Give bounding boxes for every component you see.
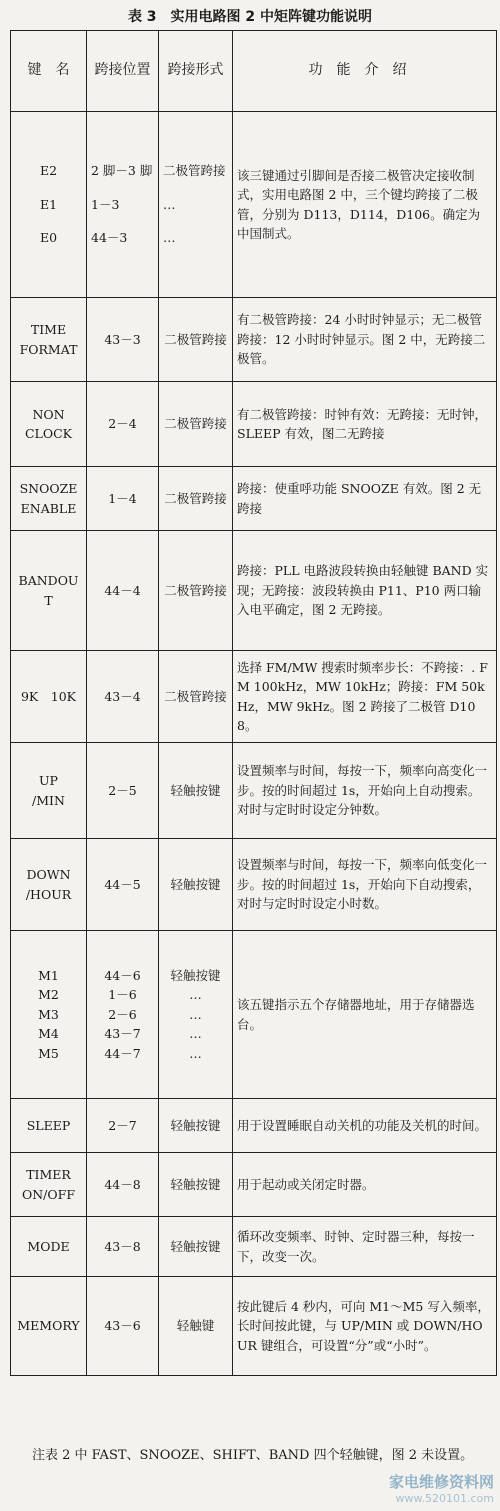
jumper-position-cell [87,1153,159,1217]
jumper-position-cell-line: 1－6 [108,987,137,1003]
jumper-position-cell-line: 44－5 [104,876,141,892]
function-description-cell: 循环改变频率、时钟、定时器三种，每按一下，改变一次。 [233,1217,497,1277]
table-row [11,1277,497,1376]
jumper-position-cell [87,112,159,298]
function-description-cell: 设置频率与时间，每按一下，频率向低变化一步。按的时间超过 1s，开始向下自动搜索，对时与定时时设定小时数。 [233,839,497,931]
key-name-cell [11,1099,87,1153]
jumper-form-cell-line: … [189,1006,202,1022]
table-row [11,531,497,651]
jumper-position-cell [87,467,159,531]
key-name-cell-line: 9K 10K [20,688,77,704]
key-name-cell-line: M2 [38,987,59,1003]
key-name-cell [11,467,87,531]
table-title: 表 3 实用电路图 2 中矩阵键功能说明 [127,9,373,25]
matrix-key-table [10,30,497,1376]
jumper-position-cell-line: 43－6 [104,1318,141,1334]
jumper-form-cell-line: 二极管跨接 [164,331,227,347]
jumper-form-cell [159,1217,233,1277]
jumper-position-cell [87,1217,159,1277]
key-name-cell-line: E1 [39,196,58,212]
jumper-position-cell-line: 44－8 [104,1176,141,1192]
table-row [11,839,497,931]
table-row [11,931,497,1099]
jumper-form-cell [159,298,233,382]
key-name-cell-line: M5 [38,1045,59,1061]
jumper-position-cell [87,382,159,467]
jumper-position-cell [87,651,159,743]
function-description-cell: 用于设置睡眠自动关机的功能及关机的时间。 [233,1099,497,1153]
jumper-form-cell [159,1153,233,1217]
function-description-cell: 有二极管跨接：24 小时时钟显示；无二极管跨接：12 小时时钟显示。图 2 中，无跨接二极管。 [233,298,497,382]
key-name-cell-line: DOWN [26,867,71,883]
key-name-cell-line: M3 [38,1006,59,1022]
key-name-cell [11,382,87,467]
jumper-position-cell-line: 1－3 [91,196,120,212]
jumper-form-cell-line: 二极管跨接 [164,582,227,598]
jumper-form-cell-line: 轻触键 [176,1318,215,1334]
jumper-form-cell [159,112,233,298]
key-name-cell-line: BANDOUT [18,573,79,608]
jumper-position-cell [87,931,159,1099]
key-name-cell-line: E0 [39,230,58,246]
function-description-cell: 该三键通过引脚间是否接二极管决定接收制式，实用电路图 2 中，三个键均跨接了二极管，分别为 D113，D114，D106。确定为中国制式。 [233,112,497,298]
key-name-cell [11,531,87,651]
header-function: 功能介绍 [233,31,497,112]
jumper-form-cell [159,467,233,531]
jumper-form-cell-line: … [163,196,176,212]
jumper-form-cell-line: 轻触按键 [170,968,221,984]
jumper-form-cell [159,531,233,651]
function-description-cell: 有二极管跨接：时钟有效：无跨接：无时钟，SLEEP 有效，图二无跨接 [233,382,497,467]
key-name-cell [11,1277,87,1376]
jumper-form-cell-line: … [189,1045,202,1061]
jumper-position-cell-line: 44－3 [91,230,128,246]
key-name-cell-line: /HOUR [25,886,72,902]
table-row [11,1099,497,1153]
key-name-cell [11,651,87,743]
key-name-cell-line: SLEEP [26,1117,71,1133]
key-name-cell [11,298,87,382]
jumper-position-cell-line: 43－7 [104,1026,141,1042]
header-key-name: 键 名 [11,31,87,112]
key-name-cell-line: ENABLE [20,500,77,516]
key-name-cell [11,743,87,839]
key-name-cell-line: M4 [38,1026,59,1042]
jumper-form-cell-line: 二极管跨接 [163,163,226,179]
key-name-cell-line: MODE [27,1238,70,1254]
jumper-position-cell-line: 2－6 [108,1006,137,1022]
table-row [11,467,497,531]
jumper-form-cell-line: 二极管跨接 [164,688,227,704]
key-name-cell-line: /MIN [32,792,65,808]
site-watermark [389,1471,494,1505]
key-name-cell [11,1153,87,1217]
key-name-cell-line: MEMORY [17,1318,80,1334]
watermark-url: www.520101.com [395,1492,494,1505]
jumper-form-cell [159,743,233,839]
jumper-position-cell-line: 44－6 [104,968,141,984]
jumper-form-cell [159,1277,233,1376]
jumper-form-cell-line: 二极管跨接 [164,490,227,506]
function-description-cell: 跨接：使重呼功能 SNOOZE 有效。图 2 无跨接 [233,467,497,531]
jumper-form-cell-line: 轻触按键 [170,1238,221,1254]
function-description-cell: 用于起动或关闭定时器。 [233,1153,497,1217]
key-name-cell-line: TIMER [26,1167,71,1183]
table-row [11,1217,497,1277]
function-description-cell: 设置频率与时间，每按一下，频率向高变化一步。按的时间超过 1s，开始向上自动搜索。对时与定时时设定分钟数。 [233,743,497,839]
key-name-cell-line: SNOOZE [19,481,78,497]
jumper-position-cell-line: 43－8 [104,1238,141,1254]
table-row [11,743,497,839]
jumper-position-cell [87,298,159,382]
table-row [11,298,497,382]
table-row [11,112,497,298]
key-name-cell [11,1217,87,1277]
jumper-position-cell-line: 44－7 [104,1045,141,1061]
jumper-form-cell-line: 轻触按键 [170,876,221,892]
jumper-form-cell-line: 轻触按键 [170,1117,221,1133]
jumper-form-cell-line: … [189,987,202,1003]
jumper-position-cell [87,743,159,839]
jumper-form-cell [159,651,233,743]
jumper-position-cell-line: 44－4 [104,582,141,598]
function-description-cell: 跨接：PLL 电路波段转换由轻触键 BAND 实现；无跨接：波段转换由 P11、P10 两口输入电平确定，图 2 无跨接。 [233,531,497,651]
table-row [11,651,497,743]
key-name-cell [11,112,87,298]
jumper-form-cell [159,931,233,1099]
table-row [11,382,497,467]
jumper-form-cell [159,382,233,467]
function-description-cell: 该五键指示五个存储器地址，用于存储器选台。 [233,931,497,1099]
jumper-position-cell-line: 2－5 [108,782,137,798]
jumper-position-cell [87,1277,159,1376]
jumper-form-cell [159,1099,233,1153]
table-footnote: 注表 2 中 FAST、SNOOZE、SHIFT、BAND 四个轻触键，图 2 未设置。 [32,1448,474,1463]
jumper-form-cell-line: … [163,230,176,246]
jumper-form-cell [159,839,233,931]
jumper-position-cell-line: 43－4 [104,688,141,704]
key-name-cell [11,931,87,1099]
function-description-cell: 选择 FM/MW 搜索时频率步长：不跨接：. FM 100kHz，MW 10kHz；跨接：FM 50kHz，MW 9kHz。图 2 跨接了二极管 D108。 [233,651,497,743]
table-row [11,1153,497,1217]
key-name-cell [11,839,87,931]
header-jumper-position: 跨接位置 [87,31,159,112]
jumper-form-cell-line: 轻触按键 [170,1176,221,1192]
key-name-cell-line: NON [32,406,65,422]
jumper-position-cell-line: 1－4 [108,490,137,506]
jumper-form-cell-line: … [189,1026,202,1042]
jumper-position-cell [87,839,159,931]
function-description-cell: 按此键后 4 秒内，可向 M1～M5 写入频率，长时间按此键，与 UP/MIN 或 DOWN/HOUR 键组合，可设置“分”或“小时”。 [233,1277,497,1376]
jumper-form-cell-line: 轻触按键 [170,782,221,798]
key-name-cell-line: UP [39,773,58,789]
key-name-cell-line: CLOCK [24,426,72,441]
jumper-position-cell-line: 2 脚－3 脚 [91,163,153,179]
jumper-position-cell-line: 43－3 [104,331,141,347]
jumper-position-cell [87,1099,159,1153]
watermark-logo: 家电维修资料网 [388,1473,494,1491]
key-name-cell-line: FORMAT [19,341,78,357]
header-jumper-form: 跨接形式 [159,31,233,112]
table-body [11,112,497,1376]
key-name-cell-line: M1 [38,968,59,984]
jumper-position-cell [87,531,159,651]
key-name-cell-line: E2 [39,163,58,179]
table-header-row [11,31,497,112]
key-name-cell-line: ON/OFF [22,1186,75,1202]
jumper-position-cell-line: 2－7 [108,1117,137,1133]
jumper-position-cell-line: 2－4 [108,416,137,432]
key-name-cell-line: TIME [30,322,67,338]
jumper-form-cell-line: 二极管跨接 [164,416,227,432]
